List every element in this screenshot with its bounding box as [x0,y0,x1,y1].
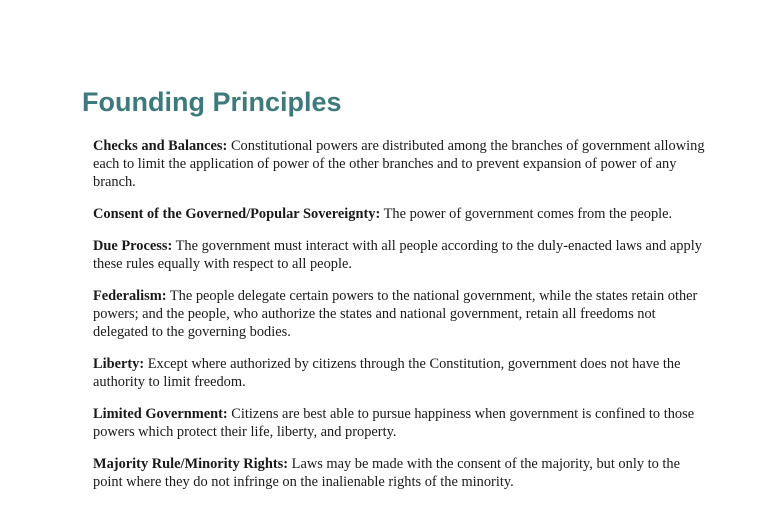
principles-list [93,137,713,505]
principle-checks-and-balances [93,137,713,191]
principle-majority-rule-minority-rights [93,455,713,491]
principle-definition: The people delegate certain powers to the national government, while the states retain other powers; and the people, who authorize the states and national government, retain all freedoms not delegated to the governing bodies. [93,288,698,340]
principle-term: Liberty: [93,356,145,372]
principle-definition: The power of government comes from the people. [383,206,673,222]
principle-definition: The government must interact with all people according to the duly-enacted laws and apply these rules equally with respect to all people. [93,238,702,272]
principle-liberty [93,355,713,391]
page-title: Founding Principles [82,87,342,117]
principle-term: Limited Government: [93,406,228,422]
principle-definition: Except where authorized by citizens through the Constitution, government does not have the authority to limit freedom. [93,356,681,390]
principle-term: Consent of the Governed/Popular Sovereignty: [93,206,381,222]
principle-due-process [93,237,713,273]
principle-definition: Laws may be made with the consent of the majority, but only to the point where they do not infringe on the inalienable rights of the minority. [93,456,680,490]
principle-term: Federalism: [93,288,167,304]
principle-term: Majority Rule/Minority Rights: [93,456,289,472]
principle-definition: Constitutional powers are distributed among the branches of government allowing each to limit the application of power of the other branches and to prevent expansion of power of any branch. [93,138,705,190]
principle-definition: Citizens are best able to pursue happiness when government is confined to those powers which protect their life, liberty, and property. [93,406,695,440]
principle-federalism [93,287,713,341]
principle-consent-of-the-governed [93,205,713,223]
principle-term: Due Process: [93,238,173,254]
principle-term: Checks and Balances: [93,138,228,154]
principle-limited-government [93,405,713,441]
